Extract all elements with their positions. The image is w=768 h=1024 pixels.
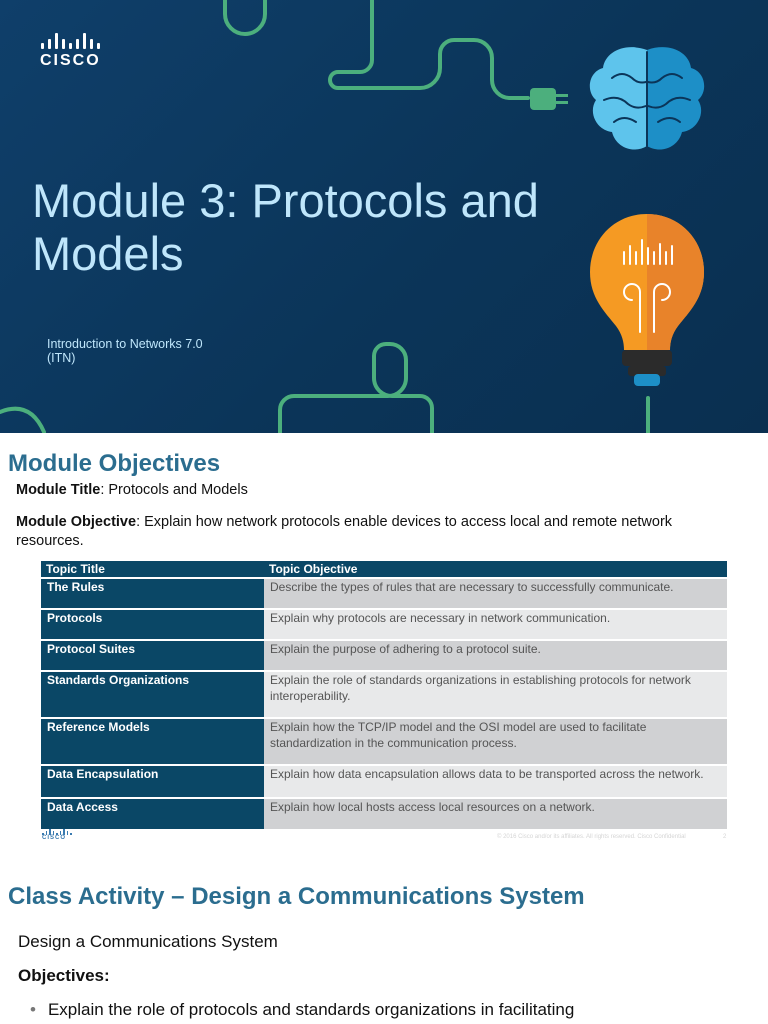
topic-objective: Explain why protocols are necessary in network communication.: [264, 609, 727, 640]
module-title-label: Module Title: [16, 482, 101, 498]
list-item: [30, 1000, 574, 1020]
table-row: [41, 609, 727, 640]
table-row: [41, 798, 727, 829]
footer-cisco-logo: [42, 829, 72, 841]
topic-title: Reference Models: [41, 718, 264, 765]
module-objective-line: [16, 513, 716, 551]
bullet-icon: •: [30, 1000, 36, 1019]
objectives-slide: [0, 433, 768, 851]
course-line-1: Introduction to Networks 7.0: [47, 337, 203, 351]
title-line-1: Module 3: Protocols and: [32, 174, 539, 227]
module-objective-value: : Explain how network protocols enable devices to access local and remote network resources.: [16, 514, 673, 549]
plug-icon: [530, 88, 568, 110]
slide-title: [32, 174, 592, 280]
module-title-value: : Protocols and Models: [100, 482, 248, 498]
title-slide: [0, 0, 768, 433]
module-objective-label: Module Objective: [16, 514, 137, 530]
activity-heading: Class Activity – Design a Communications System: [8, 883, 585, 910]
topic-objective: Explain how the TCP/IP model and the OSI model are used to facilitate standardization in the communication process.: [264, 718, 727, 765]
cisco-bars-icon: [41, 33, 110, 49]
table-row: [41, 765, 727, 798]
topic-title: Protocol Suites: [41, 640, 264, 671]
activity-subtitle: Design a Communications System: [18, 932, 278, 951]
lightbulb-icon: [590, 214, 704, 386]
topic-objective: Explain the purpose of adhering to a protocol suite.: [264, 640, 727, 671]
cisco-wordmark: CISCO: [40, 52, 101, 69]
table-row: [41, 640, 727, 671]
objectives-label: Objectives:: [18, 966, 110, 985]
cisco-logo: [40, 33, 110, 73]
topic-title: The Rules: [41, 578, 264, 609]
topic-objective: Explain the role of standards organizations in establishing protocols for network interoperability.: [264, 671, 727, 718]
footer-cisco-wordmark: CISCO: [42, 835, 67, 841]
table-row: [41, 578, 727, 609]
circuit-line-bottom: [280, 344, 432, 433]
copyright-notice: © 2016 Cisco and/or its affiliates. All rights reserved. Cisco Confidential: [497, 834, 686, 840]
table-header-row: [41, 561, 727, 578]
header-topic-title: Topic Title: [41, 561, 264, 578]
title-line-2: Models: [32, 227, 184, 280]
topic-title: Data Access: [41, 798, 264, 829]
table-row: [41, 671, 727, 718]
topic-title: Standards Organizations: [41, 671, 264, 718]
table-row: [41, 718, 727, 765]
topic-objective: Describe the types of rules that are necessary to successfully communicate.: [264, 578, 727, 609]
circuit-line-main: [330, 0, 528, 98]
header-topic-objective: Topic Objective: [264, 561, 727, 578]
brain-icon: [590, 47, 704, 149]
objectives-heading: Module Objectives: [8, 450, 221, 477]
bullet-text: Explain the role of protocols and standards organizations in facilitating: [47, 1000, 575, 1019]
class-activity-slide: [0, 851, 768, 1024]
circuit-loop-top: [225, 0, 265, 34]
course-line-2: (ITN): [47, 351, 76, 365]
module-title-line: [16, 482, 248, 498]
course-name: [47, 337, 287, 365]
objectives-table: [41, 561, 727, 829]
topic-title: Data Encapsulation: [41, 765, 264, 798]
topic-objective: Explain how local hosts access local resources on a network.: [264, 798, 727, 829]
topic-title: Protocols: [41, 609, 264, 640]
page-number: 2: [723, 834, 727, 840]
topic-objective: Explain how data encapsulation allows data to be transported across the network.: [264, 765, 727, 798]
